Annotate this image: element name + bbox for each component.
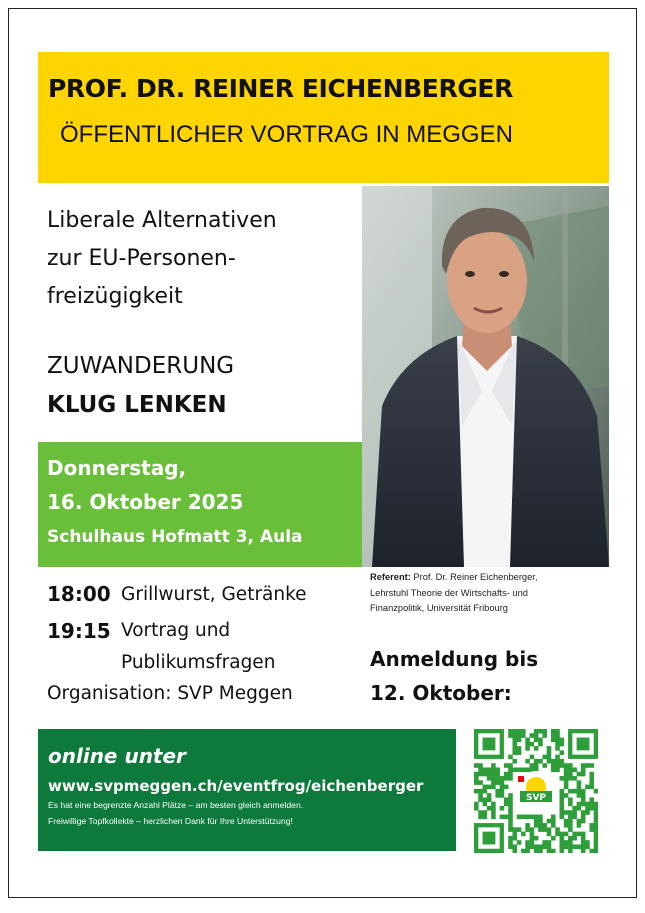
topic-line-1: Liberale Alternativen: [47, 208, 277, 233]
qr-code[interactable]: [474, 729, 598, 853]
referent-line-2: Lehrstuhl Theorie der Wirtschafts- und: [370, 587, 528, 598]
event-location: Schulhaus Hofmatt 3, Aula: [47, 527, 303, 547]
registration-line-2: 12. Oktober:: [370, 681, 512, 705]
organisation-text: Organisation: SVP Meggen: [47, 683, 293, 704]
program-time-1: 18:00: [47, 582, 111, 606]
event-day: Donnerstag,: [47, 456, 187, 480]
program-item-2b: Publikumsfragen: [121, 652, 276, 673]
headline-1: ZUWANDERUNG: [47, 353, 235, 379]
online-note-2: Freiwillige Topfkollekte – herzlichen Dank für Ihre Unterstützung!: [48, 816, 293, 826]
speaker-photo: [362, 186, 609, 567]
referent-label: Referent:: [370, 572, 411, 582]
online-note-1: Es hat eine begrenzte Anzahl Plätze – am besten gleich anmelden.: [48, 800, 304, 810]
topic-line-3: freizügigkeit: [47, 284, 183, 309]
program-time-2: 19:15: [47, 619, 111, 643]
program-item-1: Grillwurst, Getränke: [121, 584, 307, 605]
event-date: 16. Oktober 2025: [47, 490, 244, 514]
online-registration-block: [38, 729, 456, 851]
registration-line-1: Anmeldung bis: [370, 647, 539, 671]
online-heading: online unter: [48, 744, 186, 768]
svp-logo-text: SVP: [525, 793, 547, 803]
speaker-name: PROF. DR. REINER EICHENBERGER: [48, 74, 513, 103]
header-banner: [38, 52, 609, 183]
referent-line-1: Prof. Dr. Reiner Eichenberger,: [413, 572, 538, 582]
referent-line-3: Finanzpolitik, Universität Fribourg: [370, 603, 508, 613]
headline-2: KLUG LENKEN: [47, 392, 227, 418]
registration-url-link[interactable]: www.svpmeggen.ch/eventfrog/eichenberger: [48, 777, 424, 795]
event-subtitle: ÖFFENTLICHER VORTRAG IN MEGGEN: [60, 121, 513, 148]
referent-caption: [370, 570, 610, 617]
program-item-2a: Vortrag und: [121, 620, 231, 641]
event-date-block: [38, 442, 362, 567]
topic-line-2: zur EU-Personen-: [47, 246, 236, 271]
